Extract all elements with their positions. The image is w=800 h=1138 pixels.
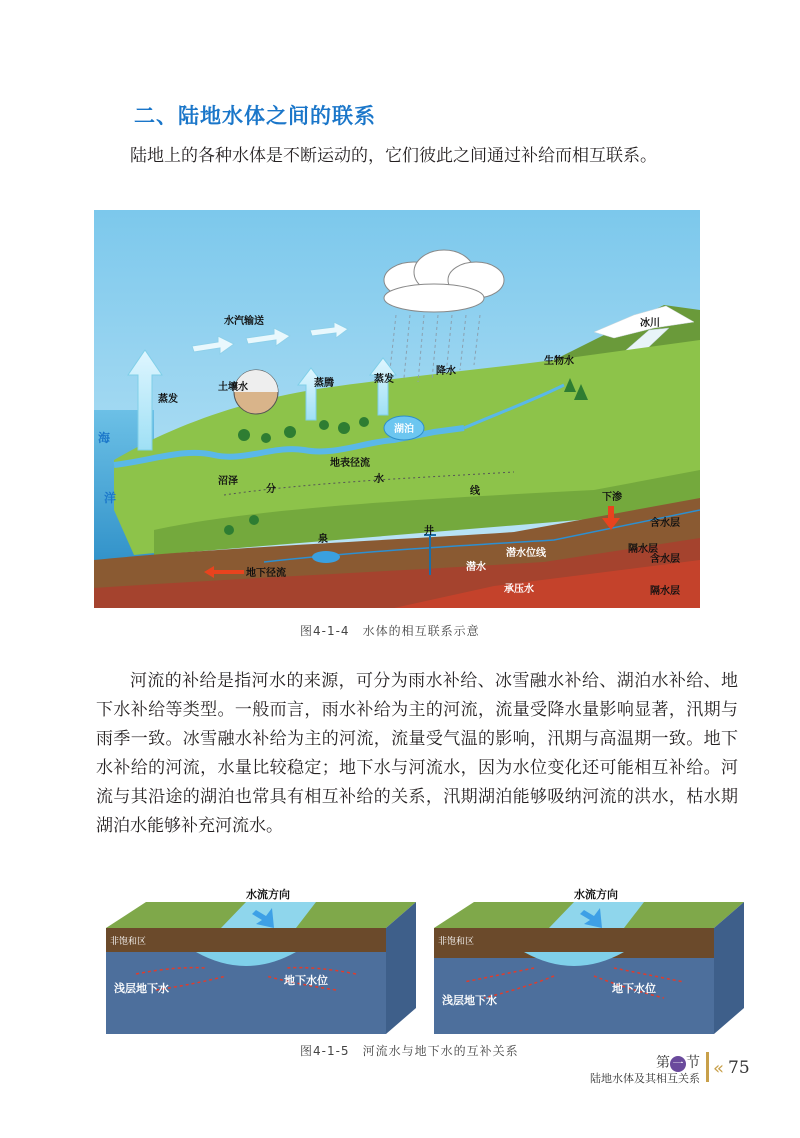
intro-text: 陆地上的各种水体是不断运动的，它们彼此之间通过补给而相互联系。 xyxy=(130,146,657,166)
label-spring: 泉 xyxy=(318,534,328,545)
label-aquifer-2: 含水层 xyxy=(650,554,680,565)
label-glacier: 冰川 xyxy=(640,318,660,329)
label-divide-1: 分 xyxy=(266,484,276,495)
block-diagram-left xyxy=(96,888,426,1036)
label-vapor-transport: 水汽输送 xyxy=(224,316,264,327)
label-seepage: 下渗 xyxy=(602,492,622,503)
label-aquitard-2: 隔水层 xyxy=(650,586,680,597)
label-sea-1: 海 xyxy=(98,431,111,445)
label-water-table: 潜水位线 xyxy=(506,548,546,559)
right-water-table: 地下水位 xyxy=(612,982,656,995)
spring-pool xyxy=(312,551,340,563)
right-flow-direction: 水流方向 xyxy=(574,888,618,901)
label-surface-runoff: 地表径流 xyxy=(330,458,370,469)
front-soil xyxy=(106,928,386,952)
section-number: 一 xyxy=(670,1056,686,1072)
river-groundwater-block-right xyxy=(424,888,754,1036)
left-flow-direction: 水流方向 xyxy=(246,888,290,901)
figure2-caption: 图4-1-5 河流水与地下水的互补关系 xyxy=(300,1044,519,1058)
right-shallow-groundwater: 浅层地下水 xyxy=(442,994,497,1007)
label-groundwater-runoff: 地下径流 xyxy=(246,568,286,579)
label-lake: 湖泊 xyxy=(394,424,414,435)
label-evaporation-mid: 蒸发 xyxy=(374,374,394,385)
label-marsh: 沼泽 xyxy=(218,476,238,487)
label-biological-water: 生物水 xyxy=(544,356,574,367)
section-heading: 二、陆地水体之间的联系 xyxy=(134,104,376,128)
label-divide-3: 线 xyxy=(470,486,480,497)
section-indicator xyxy=(656,1052,700,1072)
intro-paragraph xyxy=(96,142,738,171)
section-suffix: 节 xyxy=(686,1055,700,1071)
label-well: 井 xyxy=(424,526,434,537)
label-aquitard-1: 隔水层 xyxy=(628,544,658,555)
right-unsaturated-zone: 非饱和区 xyxy=(438,937,475,947)
label-confined-water: 承压水 xyxy=(504,584,534,595)
double-chevron-icon: « xyxy=(713,1058,725,1079)
label-precipitation: 降水 xyxy=(436,366,456,377)
label-sea-2: 洋 xyxy=(104,491,117,505)
left-water-table: 地下水位 xyxy=(284,974,328,987)
label-divide-2: 水 xyxy=(374,474,384,485)
footer-divider xyxy=(706,1052,709,1082)
river-groundwater-block-left xyxy=(96,888,426,1036)
section-prefix: 第 xyxy=(656,1055,670,1071)
label-aquifer-1: 含水层 xyxy=(650,518,680,529)
page-number: 75 xyxy=(728,1058,750,1078)
label-soil-water: 土壤水 xyxy=(218,382,248,393)
water-cycle-diagram xyxy=(94,210,700,608)
river-recharge-paragraph xyxy=(96,667,738,841)
label-evaporation-left: 蒸发 xyxy=(158,394,178,405)
left-unsaturated-zone: 非饱和区 xyxy=(110,937,147,947)
block-diagram-right xyxy=(424,888,754,1036)
label-phreatic-water: 潜水 xyxy=(466,562,486,573)
figure1-caption: 图4-1-4 水体的相互联系示意 xyxy=(300,624,480,638)
river-recharge-text: 河流的补给是指河水的来源，可分为雨水补给、冰雪融水补给、湖泊水补给、地下水补给等类型。一般而言，雨水补给为主的河流，流量受降水量影响显著，汛期与雨季一致。冰雪融水补给为主的河流，流量受气温的影响，汛期与高温期一致。地下水补给的河流，水量比较稳定；地下水与河流水，因为水位变化还可能相互补给。河流与其沿途的湖泊也常具有相互补给的关系，汛期湖泊能够吸纳河流的洪水，枯水期湖泊水能够补充河流水。 xyxy=(96,671,738,836)
label-transpiration: 蒸腾 xyxy=(314,378,334,389)
water-interconnection-figure xyxy=(94,210,700,608)
section-title: 陆地水体及其相互关系 xyxy=(590,1072,700,1085)
left-shallow-groundwater: 浅层地下水 xyxy=(114,982,169,995)
